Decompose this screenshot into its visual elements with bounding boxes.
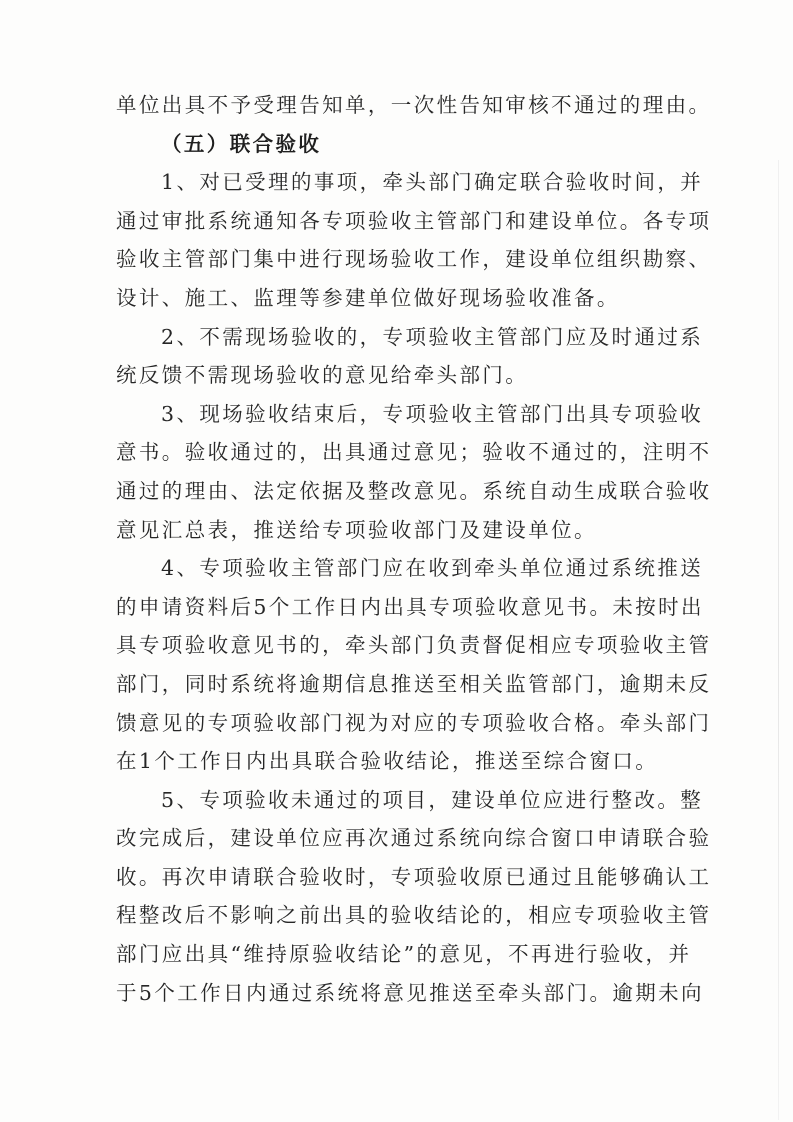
paragraph-line: 在1个工作日内出具联合验收结论，推送至综合窗口。: [116, 749, 659, 774]
paragraph-line: 部门，同时系统将逾期信息推送至相关监管部门，逾期未反: [116, 671, 712, 696]
paragraph-line: 收。再次申请联合验收时，专项验收原已通过且能够确认工: [116, 864, 712, 889]
paragraph-line: 具专项验收意见书的，牵头部门负责督促相应专项验收主管: [116, 633, 712, 658]
paragraph-line: 馈意见的专项验收部门视为对应的专项验收合格。牵头部门: [116, 710, 712, 735]
paragraph-line: 设计、施工、监理等参建单位做好现场验收准备。: [116, 285, 620, 310]
paragraph-line: 通过审批系统通知各专项验收主管部门和建设单位。各专项: [116, 208, 712, 233]
paragraph-line: 3、现场验收结束后，专项验收主管部门出具专项验收: [161, 401, 704, 426]
paragraph-line: 5、专项验收未通过的项目，建设单位应进行整改。整: [161, 787, 704, 812]
document-body: [116, 86, 712, 1012]
paragraph-line: 意见汇总表，推送给专项验收部门及建设单位。: [116, 517, 597, 542]
paragraph-line: 意书。验收通过的，出具通过意见；验收不通过的，注明不: [116, 440, 712, 465]
scan-edge-line: [778, 160, 779, 1120]
paragraph-line: 程整改后不影响之前出具的验收结论的，相应专项验收主管: [116, 903, 712, 928]
paragraph-line: 4、专项验收主管部门应在收到牵头单位通过系统推送: [161, 556, 704, 581]
paragraph-line: 1、对已受理的事项，牵头部门确定联合验收时间，并: [161, 170, 704, 195]
paragraph-line: 改完成后，建设单位应再次通过系统向综合窗口申请联合验: [116, 826, 712, 851]
paragraph-line: 的申请资料后5个工作日内出具专项验收意见书。未按时出: [116, 594, 704, 619]
paragraph-line: 于5个工作日内通过系统将意见推送至牵头部门。逾期未向: [116, 980, 704, 1005]
section-heading: （五）联合验收: [161, 131, 322, 156]
paragraph-line: 2、不需现场验收的，专项验收主管部门应及时通过系: [161, 324, 704, 349]
paragraph-line: 部门应出具“维持原验收结论”的意见，不再进行验收，并: [116, 942, 692, 967]
paragraph-line: 验收主管部门集中进行现场验收工作，建设单位组织勘察、: [116, 247, 712, 272]
paragraph-line: 统反馈不需现场验收的意见给牵头部门。: [116, 363, 529, 388]
paragraph-line: 通过的理由、法定依据及整改意见。系统自动生成联合验收: [116, 478, 712, 503]
paragraph-line: 单位出具不予受理告知单，一次性告知审核不通过的理由。: [116, 93, 712, 117]
